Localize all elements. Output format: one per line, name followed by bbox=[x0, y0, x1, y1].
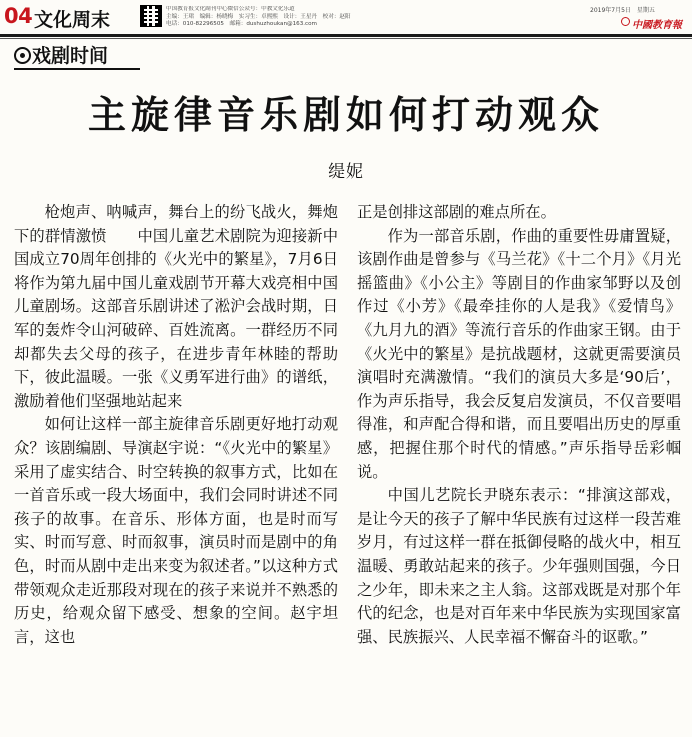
paper-logo-icon bbox=[621, 17, 630, 26]
masthead bbox=[0, 0, 692, 34]
article-paragraph: 如何让这样一部主旋律音乐剧更好地打动观众？该剧编剧、导演赵宇说：“《火光中的繁星》采用了虚实结合、时空转换的叙事方式，比如在一首音乐或一段大场面中，我们会同时讲述不同孩子的故事。在音乐、形体方面，也是时而写实、时而写意、时而叙事，演员时而是剧中的角色，时而从剧中走出来变为叙述者。”以这种方式带领观众走近那段对现在的孩子来说并不熟悉的历史，给观众留下感受、想象的空间。赵宇坦言，这也 bbox=[14, 415, 338, 646]
article-paragraph: 作为一部音乐剧，作曲的重要性毋庸置疑，该剧作曲是曾参与《马兰花》《十二个月》《月光摇篮曲》《小公主》等剧目的作曲家邹野以及创作过《小芳》《最牵挂你的人是我》《爱情鸟》《九月九的酒》等流行音乐的作曲家王钢。由于《火光中的繁星》是抗战题材，这就更需要演员演唱时充满激情。“我们的演员大多是‘90后’，作为声乐指导，我会反复启发演员，不仅音要唱得准，和声配合得和谐，而且要唱出历史的厚重感，把握住那个时代的情感。”声乐指导岳彩帼说。 bbox=[357, 226, 681, 481]
article-paragraph: 枪炮声、呐喊声，舞台上的纷飞战火，舞炮下的群情激愤 中国儿童艺术剧院为迎接新中国成立70周年创排的《火光中的繁星》，7月6日将作为第九届中国儿童戏剧节开幕大戏亮相中国儿童剧场。这部音乐剧讲述了淞沪会战时期，日军的轰炸令山河破碎、百姓流离。一群经历不同却都失去父母的孩子，在进步青年林睦的帮助下，彼此温暖。一张《义勇军进行曲》的谱纸，激励着他们坚强地站起来 bbox=[14, 203, 338, 410]
article-headline: 主旋律音乐剧如何打动观众 bbox=[87, 92, 604, 137]
column-tag-rule bbox=[14, 68, 140, 70]
issue-date: 2019年7月5日 星期五 bbox=[590, 7, 655, 14]
paper-name: 中國教育報 bbox=[632, 20, 682, 31]
qr-code-icon bbox=[141, 6, 161, 26]
credits-line: 电话：010-82296505 邮箱：dushuzhoukan@163.com bbox=[166, 21, 317, 28]
column-tag bbox=[14, 41, 108, 68]
credits-line: 中国教育报文化副刊中心微信公众号：中教文化乐道 bbox=[166, 6, 295, 12]
masthead-rule-thin bbox=[0, 38, 692, 39]
section-name: 文化周末 bbox=[34, 9, 111, 31]
article-column-right bbox=[357, 201, 681, 649]
article-byline: 缇妮 bbox=[328, 162, 364, 182]
credits-line: 主编：王珺 编辑：杨晓梅 实习生：卓熙熙 设计：王星丹 校对：赵阳 bbox=[166, 13, 351, 20]
credits bbox=[166, 6, 436, 29]
bullseye-icon bbox=[14, 47, 31, 64]
column-tag-label: 戏剧时间 bbox=[32, 45, 109, 67]
page-number: 04 bbox=[4, 4, 33, 28]
article-column-left bbox=[14, 201, 338, 649]
article-paragraph: 中国儿艺院长尹晓东表示：“排演这部戏，是让今天的孩子了解中华民族有过这样一段苦难岁月，有过这样一群在抵御侵略的战火中，相互温暖、勇敢站起来的孩子。少年强则国强，今日之少年，即未来之主人翁。这部戏既是对那个年代的纪念，也是对百年来中华民族为实现国家富强、民族振兴、人民幸福不懈奋斗的讴歌。” bbox=[357, 486, 681, 646]
article-paragraph: 正是创排这部剧的难点所在。 bbox=[357, 203, 556, 221]
masthead-rule bbox=[0, 34, 692, 37]
column-divider bbox=[347, 201, 348, 731]
